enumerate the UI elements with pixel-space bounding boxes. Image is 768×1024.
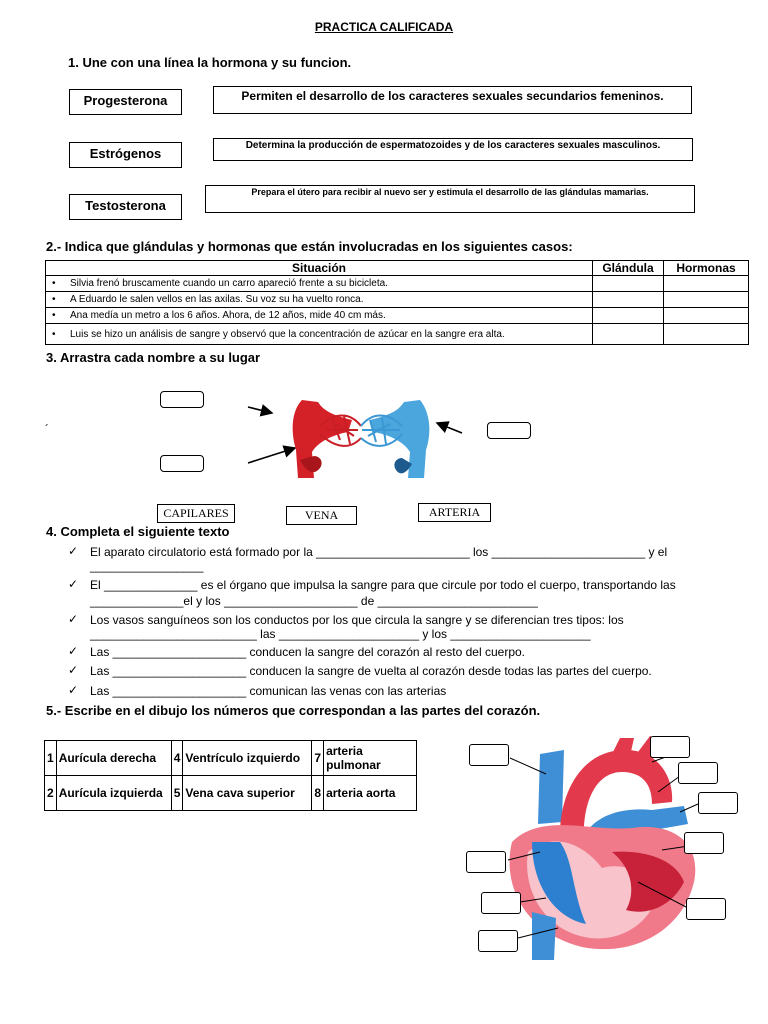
- drop-target-3[interactable]: [487, 422, 531, 439]
- drop-target-2[interactable]: [160, 455, 204, 472]
- part-number: 4: [171, 741, 183, 776]
- table-row: [46, 292, 749, 308]
- function-box-3[interactable]: Prepara el útero para recibir al nuevo ser y estimula el desarrollo de las glándulas mamarias.: [205, 185, 695, 213]
- part-label: Ventrículo izquierdo: [183, 741, 312, 776]
- table-row: [45, 776, 417, 811]
- artery-icon: [293, 400, 352, 478]
- question-5-heading: 5.- Escribe en el dibujo los números que correspondan a las partes del corazón.: [46, 703, 541, 718]
- heart-label-box[interactable]: [469, 744, 509, 766]
- part-label: Vena cava superior: [183, 776, 312, 811]
- check-icon: ✓: [68, 577, 79, 591]
- stray-mark: ´: [45, 422, 49, 436]
- bullet-icon: •: [52, 328, 56, 340]
- hormonas-cell[interactable]: [664, 308, 749, 324]
- glandula-cell[interactable]: [593, 308, 664, 324]
- table-row: [46, 276, 749, 292]
- function-box-1[interactable]: Permiten el desarrollo de los caracteres sexuales secundarios femeninos.: [213, 86, 692, 114]
- part-number: 5: [171, 776, 183, 811]
- function-box-2[interactable]: Determina la producción de espermatozoides y de los caracteres sexuales masculinos.: [213, 138, 693, 161]
- situation-text: Ana medía un metro a los 6 años. Ahora, de 12 años, mide 40 cm más.: [70, 310, 386, 321]
- bullet-icon: •: [52, 294, 56, 305]
- bullet-icon: •: [52, 310, 56, 321]
- arrow-icon: [248, 448, 295, 463]
- fill-line-6: Las ____________________ comunican las venas con las arterias: [90, 684, 447, 698]
- fill-line-3a: Los vasos sanguíneos son los conductos por los que circula la sangre y se diferencian tres tipos: los: [90, 613, 624, 627]
- drop-target-1[interactable]: [160, 391, 204, 408]
- glandula-cell[interactable]: [593, 292, 664, 308]
- fill-line-2a: El ______________ es el órgano que impulsa la sangre para que circule por todo el cuerpo, transportando las: [90, 578, 676, 592]
- bullet-icon: •: [52, 278, 56, 289]
- part-number: 1: [45, 741, 57, 776]
- heart-label-box[interactable]: [684, 832, 724, 854]
- part-number: 8: [312, 776, 324, 811]
- heart-parts-table: [44, 740, 417, 811]
- fill-line-4: Las ____________________ conducen la sangre del corazón al resto del cuerpo.: [90, 645, 525, 659]
- part-label: Aurícula derecha: [56, 741, 171, 776]
- check-icon: ✓: [68, 612, 79, 626]
- heart-label-box[interactable]: [678, 762, 718, 784]
- heart-label-box[interactable]: [698, 792, 738, 814]
- arrow-icon: [437, 423, 462, 433]
- question-1-heading: 1. Une con una línea la hormona y su funcion.: [68, 55, 352, 70]
- hormonas-cell[interactable]: [664, 276, 749, 292]
- table-row: [46, 308, 749, 324]
- question-3-heading: 3. Arrastra cada nombre a su lugar: [46, 350, 261, 365]
- part-label: Aurícula izquierda: [56, 776, 171, 811]
- situations-table: [45, 260, 749, 345]
- table-row: [46, 324, 749, 345]
- glandula-cell[interactable]: [593, 324, 664, 345]
- blood-vessels-illustration: [240, 390, 480, 490]
- fill-line-5: Las ____________________ conducen la sangre de vuelta al corazón desde todas las partes del cuerpo.: [90, 664, 652, 678]
- label-capilares[interactable]: CAPILARES: [157, 504, 235, 523]
- part-number: 7: [312, 741, 324, 776]
- part-number: 2: [45, 776, 57, 811]
- question-4-heading: 4. Completa el siguiente texto: [46, 524, 230, 539]
- heart-label-box[interactable]: [686, 898, 726, 920]
- column-header-hormonas: Hormonas: [664, 261, 749, 276]
- label-arteria[interactable]: ARTERIA: [418, 503, 491, 522]
- check-icon: ✓: [68, 644, 79, 658]
- question-2-heading: 2.- Indica que glándulas y hormonas que están involucradas en los siguientes casos:: [46, 239, 573, 254]
- fill-line-1b: _________________: [90, 559, 204, 573]
- check-icon: ✓: [68, 683, 79, 697]
- hormone-box-estrogenos[interactable]: Estrógenos: [69, 142, 182, 168]
- table-row: [45, 741, 417, 776]
- column-header-situacion: Situación: [46, 261, 593, 276]
- part-label: arteria pulmonar: [324, 741, 417, 776]
- fill-line-1a: El aparato circulatorio está formado por la _______________________ los _______________________ y el: [90, 545, 668, 559]
- column-header-glandula: Glándula: [593, 261, 664, 276]
- heart-label-box[interactable]: [481, 892, 521, 914]
- part-label: arteria aorta: [324, 776, 417, 811]
- hormone-box-testosterona[interactable]: Testosterona: [69, 194, 182, 220]
- situation-text: Silvia frenó bruscamente cuando un carro apareció frente a su bicicleta.: [70, 278, 388, 289]
- heart-label-box[interactable]: [466, 851, 506, 873]
- glandula-cell[interactable]: [593, 276, 664, 292]
- check-icon: ✓: [68, 544, 79, 558]
- hormonas-cell[interactable]: [664, 324, 749, 345]
- hormone-box-progesterona[interactable]: Progesterona: [69, 89, 182, 115]
- check-icon: ✓: [68, 663, 79, 677]
- heart-label-box[interactable]: [650, 736, 690, 758]
- hormonas-cell[interactable]: [664, 292, 749, 308]
- page-title: PRACTICA CALIFICADA: [314, 20, 454, 34]
- fill-line-3b: _________________________ las _____________________ y los _____________________: [90, 627, 591, 641]
- situation-text: A Eduardo le salen vellos en las axilas. Su voz su ha vuelto ronca.: [70, 294, 364, 305]
- fill-line-2b: ______________el y los ____________________ de ________________________: [90, 594, 538, 608]
- label-vena[interactable]: VENA: [286, 506, 357, 525]
- heart-label-box[interactable]: [478, 930, 518, 952]
- situation-text: Luis se hizo un análisis de sangre y observó que la concentración de azúcar en la sangre era alta.: [70, 328, 505, 340]
- arrow-icon: [248, 407, 272, 413]
